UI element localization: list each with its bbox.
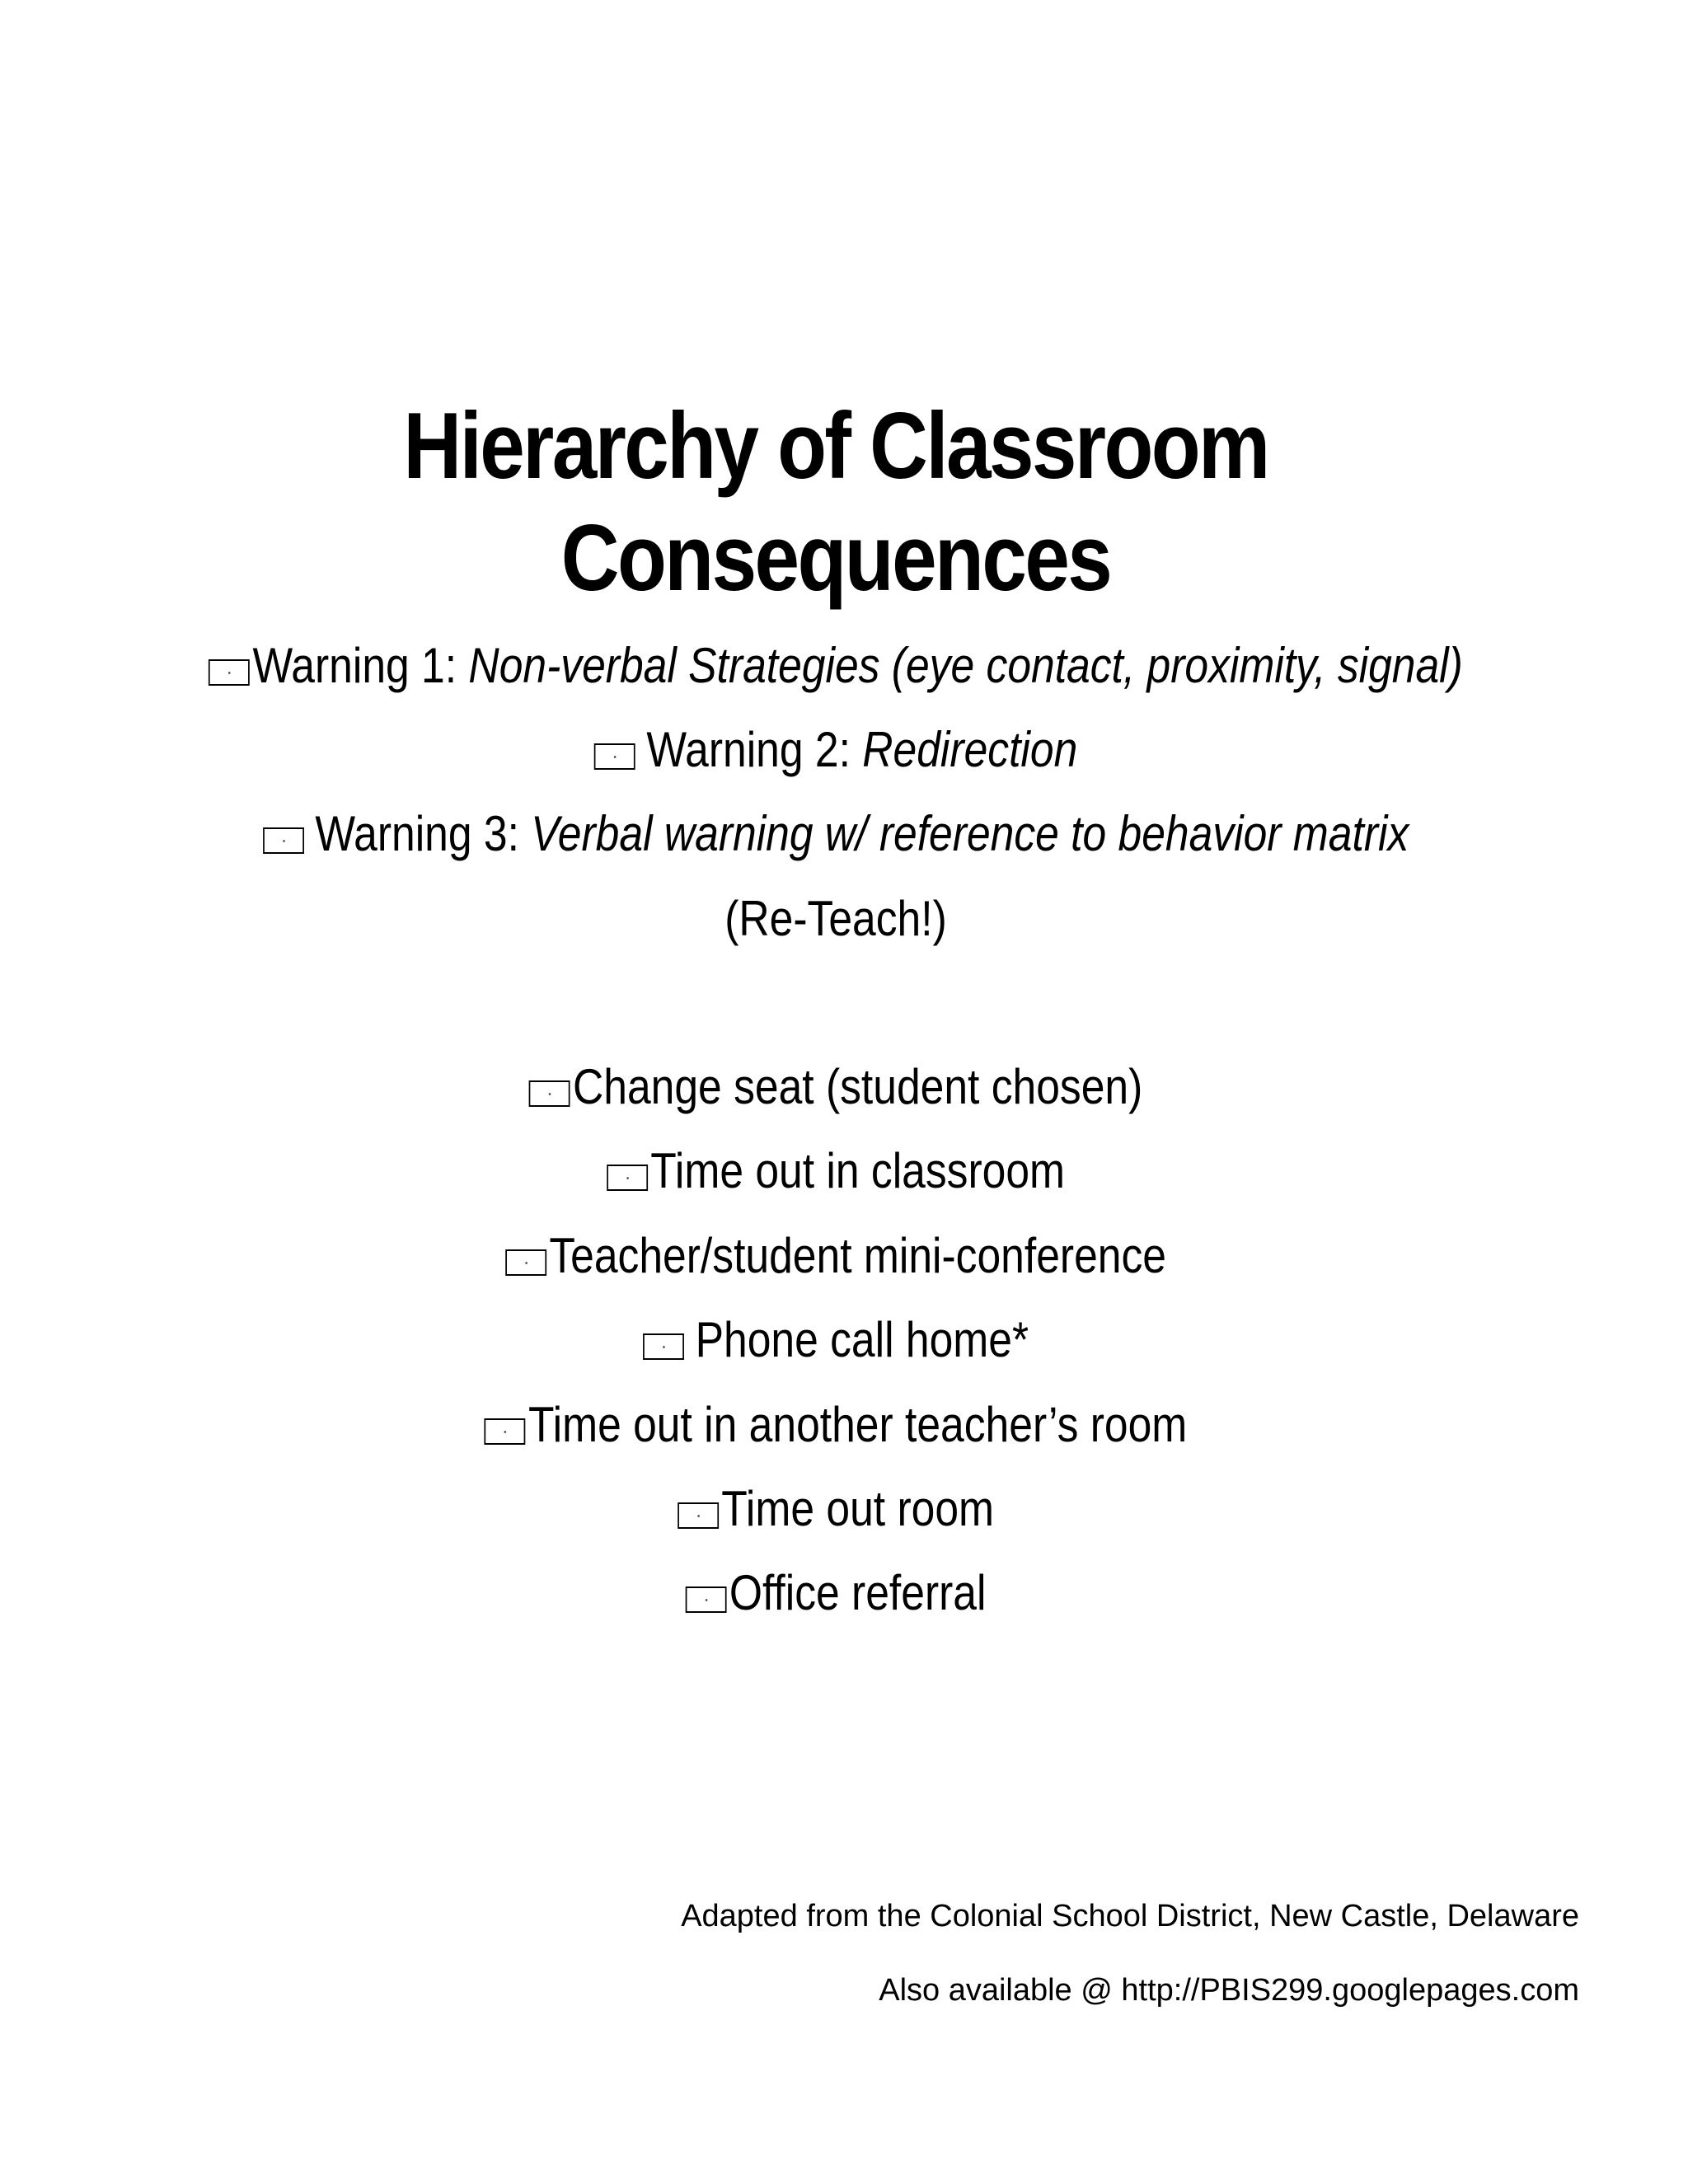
consequence-item xyxy=(117,1311,1554,1369)
checkbox-icon xyxy=(263,827,304,854)
reteach-text: (Re-Teach!) xyxy=(724,891,947,946)
consequence-text: Teacher/student mini-conference xyxy=(549,1228,1166,1283)
warning-3-detail: Verbal warning w/ reference to behavior matrix xyxy=(531,806,1409,861)
warning-3-item xyxy=(117,805,1554,863)
consequence-item xyxy=(117,1142,1554,1200)
consequence-text: Time out in another teacher’s room xyxy=(528,1397,1188,1452)
warning-2-item xyxy=(117,721,1554,779)
consequence-text: Time out room xyxy=(721,1481,995,1536)
warning-2-detail: Redirection xyxy=(862,722,1078,777)
warning-1-item xyxy=(117,637,1554,695)
warning-1-detail: Non-verbal Strategies (eye contact, proximity, signal) xyxy=(468,638,1463,693)
warning-1-label: Warning 1: xyxy=(252,638,469,693)
checkbox-icon xyxy=(643,1333,684,1360)
checkbox-icon xyxy=(594,743,635,770)
consequence-item xyxy=(117,1058,1554,1116)
footer-availability: Also available @ http://PBIS299.googlepages.com xyxy=(879,1973,1579,2008)
checkbox-icon xyxy=(678,1502,719,1529)
title-line-2: Consequences xyxy=(560,506,1111,612)
footer-attribution: Adapted from the Colonial School District, New Castle, Delaware xyxy=(681,1899,1579,1933)
title-line-1: Hierarchy of Classroom xyxy=(403,394,1268,499)
warning-3-label: Warning 3: xyxy=(315,806,532,861)
consequence-text: Change seat (student chosen) xyxy=(572,1059,1143,1114)
consequence-item xyxy=(117,1480,1554,1538)
checkbox-icon xyxy=(209,659,250,686)
warning-2-label: Warning 2: xyxy=(646,722,863,777)
checkbox-icon xyxy=(529,1080,570,1107)
checkbox-icon xyxy=(505,1249,546,1276)
checkbox-icon xyxy=(607,1165,648,1191)
reteach-note xyxy=(117,890,1554,948)
consequence-item xyxy=(117,1227,1554,1285)
consequence-item xyxy=(117,1396,1554,1454)
page-title xyxy=(117,391,1554,615)
consequence-text: Office referral xyxy=(729,1565,987,1620)
consequence-text: Time out in classroom xyxy=(650,1143,1066,1198)
consequence-item xyxy=(117,1564,1554,1622)
consequence-text: Phone call home* xyxy=(695,1312,1029,1367)
checkbox-icon xyxy=(485,1418,526,1445)
checkbox-icon xyxy=(686,1586,727,1613)
